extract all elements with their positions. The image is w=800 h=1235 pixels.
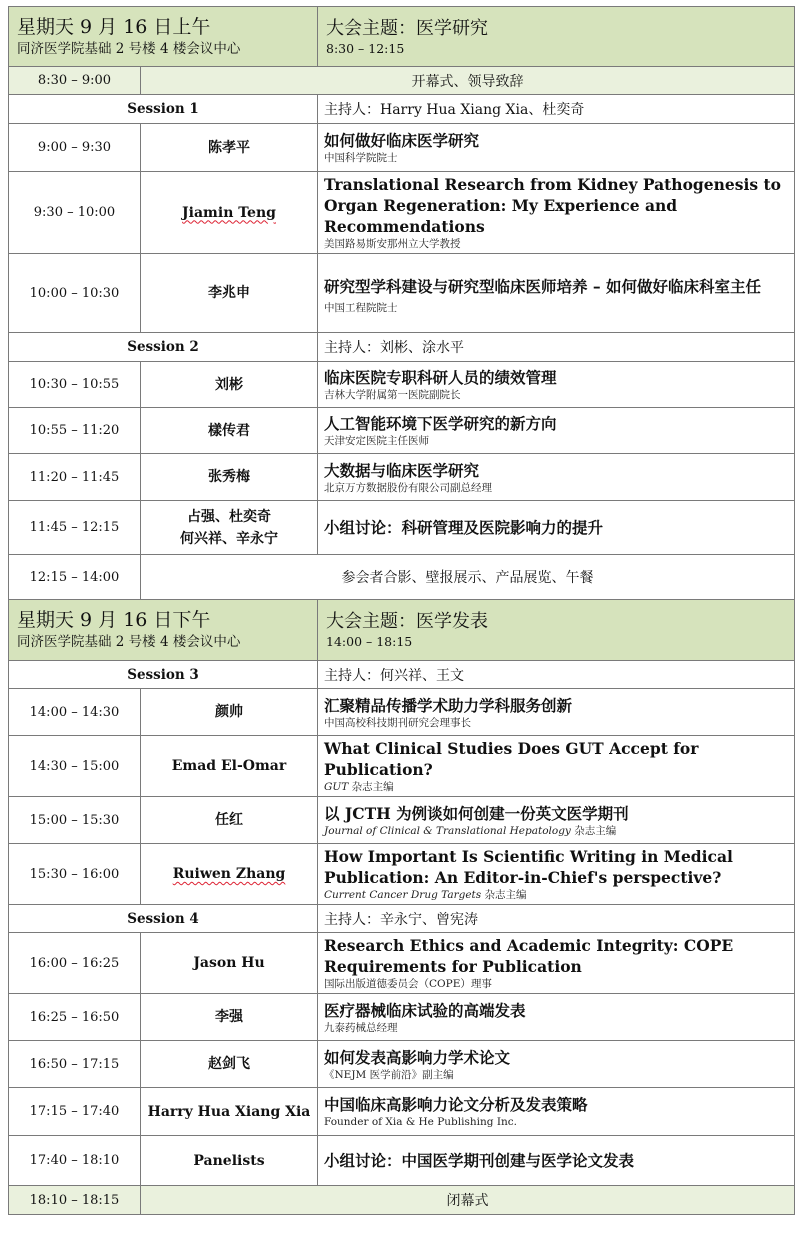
talk-cell <box>318 933 795 994</box>
talk-affiliation <box>324 780 788 794</box>
session-1-label: Session 1 <box>9 95 318 124</box>
talk-title: 汇聚精品传播学术助力学科服务创新 <box>324 695 573 715</box>
talk-row <box>9 797 795 844</box>
talk-cell <box>318 1041 795 1088</box>
morning-day-cell <box>9 7 318 67</box>
session-1-row <box>9 95 795 124</box>
talk-time: 9:30 – 10:00 <box>9 172 141 254</box>
talk-affiliation: 天津安定医院主任医师 <box>324 435 429 447</box>
session-3-host: 主持人：何兴祥、王文 <box>318 661 795 689</box>
talk-title: Translational Research from Kidney Pathogenesis to Organ Regeneration: My Experience and Recommendations <box>324 175 781 236</box>
talk-speaker: 刘彬 <box>141 362 318 408</box>
afternoon-header-row <box>9 600 795 661</box>
talk-title: 大数据与临床医学研究 <box>324 460 480 480</box>
talk-cell <box>318 844 795 905</box>
morning-theme-cell <box>318 7 795 67</box>
panel-row <box>9 501 795 555</box>
talk-row <box>9 933 795 994</box>
talk-cell <box>318 254 795 333</box>
talk-speaker: 赵剑飞 <box>141 1041 318 1088</box>
talk-title: 研究型学科建设与研究型临床医师培养 – 如何做好临床科室主任 <box>324 276 762 296</box>
talk-speaker <box>141 172 318 254</box>
session-2-host: 主持人：刘彬、涂水平 <box>318 333 795 362</box>
afternoon-venue: 同济医学院基础 2 号楼 4 楼会议中心 <box>17 634 241 650</box>
talk-time: 17:15 – 17:40 <box>9 1088 141 1136</box>
afternoon-theme-time: 14:00 – 18:15 <box>326 634 413 649</box>
morning-theme: 大会主题：医学研究 <box>326 17 488 39</box>
schedule-table <box>8 6 795 1215</box>
opening-event: 开幕式、领导致辞 <box>141 67 795 95</box>
talk-cell <box>318 454 795 501</box>
talk-row <box>9 844 795 905</box>
morning-header-row <box>9 7 795 67</box>
talk-speaker: 任红 <box>141 797 318 844</box>
talk-affiliation: 中国科学院院士 <box>324 152 398 164</box>
talk-cell <box>318 797 795 844</box>
talk-cell <box>318 1088 795 1136</box>
talk-affiliation: 国际出版道德委员会（COPE）理事 <box>324 978 492 990</box>
affiliation-role: 杂志主编 <box>348 781 394 793</box>
talk-title: 中国临床高影响力论文分析及发表策略 <box>324 1095 588 1114</box>
talk-row <box>9 454 795 501</box>
panel-row <box>9 1136 795 1186</box>
talk-speaker: 张秀梅 <box>141 454 318 501</box>
panel-speakers: Panelists <box>141 1136 318 1186</box>
talk-title: 人工智能环境下医学研究的新方向 <box>324 414 557 433</box>
talk-speaker: 樣传君 <box>141 408 318 454</box>
talk-row <box>9 994 795 1041</box>
talk-time: 14:30 – 15:00 <box>9 736 141 797</box>
talk-speaker: Jason Hu <box>141 933 318 994</box>
journal-name: Journal of Clinical & Translational Hepatology <box>324 824 571 837</box>
panel-title: 小组讨论：中国医学期刊创建与医学论文发表 <box>318 1136 795 1186</box>
talk-row <box>9 362 795 408</box>
talk-cell <box>318 124 795 172</box>
talk-affiliation: Founder of Xia & He Publishing Inc. <box>324 1116 517 1128</box>
panel-speakers <box>141 501 318 555</box>
talk-row <box>9 172 795 254</box>
talk-cell <box>318 994 795 1041</box>
talk-affiliation: 美国路易斯安那州立大学教授 <box>324 238 461 250</box>
talk-row <box>9 254 795 333</box>
talk-affiliation: 九泰药械总经理 <box>324 1021 398 1034</box>
session-1-host: 主持人：Harry Hua Xiang Xia、杜奕奇 <box>318 95 795 124</box>
afternoon-day-cell <box>9 600 318 661</box>
talk-title: 临床医院专职科研人员的绩效管理 <box>324 368 557 387</box>
talk-row <box>9 1041 795 1088</box>
session-2-row <box>9 333 795 362</box>
talk-title: 医疗器械临床试验的高端发表 <box>324 1000 526 1020</box>
break-time: 12:15 – 14:00 <box>9 555 141 600</box>
talk-speaker: Emad El-Omar <box>141 736 318 797</box>
talk-time: 10:00 – 10:30 <box>9 254 141 333</box>
talk-cell <box>318 736 795 797</box>
talk-cell <box>318 362 795 408</box>
closing-time: 18:10 – 18:15 <box>9 1186 141 1215</box>
opening-time: 8:30 – 9:00 <box>9 67 141 95</box>
talk-affiliation <box>324 888 788 902</box>
talk-title: How Important Is Scientific Writing in Medical Publication: An Editor-in-Chief's perspective? <box>324 847 733 887</box>
talk-speaker: 颜帅 <box>141 689 318 736</box>
session-3-label: Session 3 <box>9 661 318 689</box>
talk-speaker: 陈孝平 <box>141 124 318 172</box>
speaker-name: Jiamin Teng <box>182 204 276 221</box>
talk-affiliation: 《NEJM 医学前沿》副主编 <box>324 1068 454 1081</box>
break-row <box>9 555 795 600</box>
talk-speaker <box>141 844 318 905</box>
talk-row <box>9 689 795 736</box>
talk-time: 15:30 – 16:00 <box>9 844 141 905</box>
talk-row <box>9 408 795 454</box>
talk-affiliation: 北京万方数据股份有限公司副总经理 <box>324 481 492 494</box>
morning-theme-time: 8:30 – 12:15 <box>326 40 405 56</box>
panel-speakers-line: 何兴祥、辛永宁 <box>180 530 278 547</box>
break-event: 参会者合影、壁报展示、产品展览、午餐 <box>141 555 795 600</box>
talk-speaker: 李强 <box>141 994 318 1041</box>
closing-row <box>9 1186 795 1215</box>
talk-row <box>9 124 795 172</box>
panel-title: 小组讨论：科研管理及医院影响力的提升 <box>318 501 795 555</box>
panel-time: 11:45 – 12:15 <box>9 501 141 555</box>
talk-time: 16:25 – 16:50 <box>9 994 141 1041</box>
opening-row <box>9 67 795 95</box>
speaker-name: Ruiwen Zhang <box>172 866 286 882</box>
talk-affiliation: 吉林大学附属第一医院副院长 <box>324 389 461 401</box>
talk-row <box>9 1088 795 1136</box>
talk-title: 如何发表高影响力学术论文 <box>324 1047 511 1067</box>
session-2-label: Session 2 <box>9 333 318 362</box>
talk-time: 9:00 – 9:30 <box>9 124 141 172</box>
talk-time: 10:30 – 10:55 <box>9 362 141 408</box>
talk-time: 10:55 – 11:20 <box>9 408 141 454</box>
talk-title: 以 JCTH 为例谈如何创建一份英文医学期刊 <box>324 803 629 823</box>
talk-cell <box>318 689 795 736</box>
session-3-row <box>9 661 795 689</box>
talk-affiliation: 中国高校科技期刊研究会理事长 <box>324 716 471 729</box>
talk-row <box>9 736 795 797</box>
talk-cell <box>318 172 795 254</box>
afternoon-day-title: 星期天 9 月 16 日下午 <box>17 609 211 631</box>
panel-time: 17:40 – 18:10 <box>9 1136 141 1186</box>
talk-time: 15:00 – 15:30 <box>9 797 141 844</box>
journal-name: Current Cancer Drug Targets <box>324 889 482 901</box>
talk-speaker: 李兆申 <box>141 254 318 333</box>
morning-venue: 同济医学院基础 2 号楼 4 楼会议中心 <box>17 40 241 57</box>
talk-title: Research Ethics and Academic Integrity: COPE Requirements for Publication <box>324 936 734 976</box>
afternoon-theme: 大会主题：医学发表 <box>326 611 488 632</box>
panel-speakers-line: 占强、杜奕奇 <box>187 508 271 525</box>
journal-name: GUT <box>324 781 349 793</box>
talk-time: 16:00 – 16:25 <box>9 933 141 994</box>
talk-title: What Clinical Studies Does GUT Accept for Publication? <box>324 739 699 779</box>
talk-time: 14:00 – 14:30 <box>9 689 141 736</box>
talk-cell <box>318 408 795 454</box>
talk-title: 如何做好临床医学研究 <box>324 131 480 150</box>
closing-event: 闭幕式 <box>141 1186 795 1215</box>
affiliation-role: 杂志主编 <box>481 889 527 901</box>
talk-time: 16:50 – 17:15 <box>9 1041 141 1088</box>
talk-time: 11:20 – 11:45 <box>9 454 141 501</box>
talk-affiliation <box>324 824 788 838</box>
afternoon-theme-cell <box>318 600 795 661</box>
session-4-host: 主持人：辛永宁、曾宪涛 <box>318 905 795 933</box>
talk-affiliation: 中国工程院院士 <box>324 301 398 314</box>
session-4-row <box>9 905 795 933</box>
affiliation-role: 杂志主编 <box>570 824 617 837</box>
talk-speaker: Harry Hua Xiang Xia <box>141 1088 318 1136</box>
morning-day-title: 星期天 9 月 16 日上午 <box>17 15 211 38</box>
session-4-label: Session 4 <box>9 905 318 933</box>
